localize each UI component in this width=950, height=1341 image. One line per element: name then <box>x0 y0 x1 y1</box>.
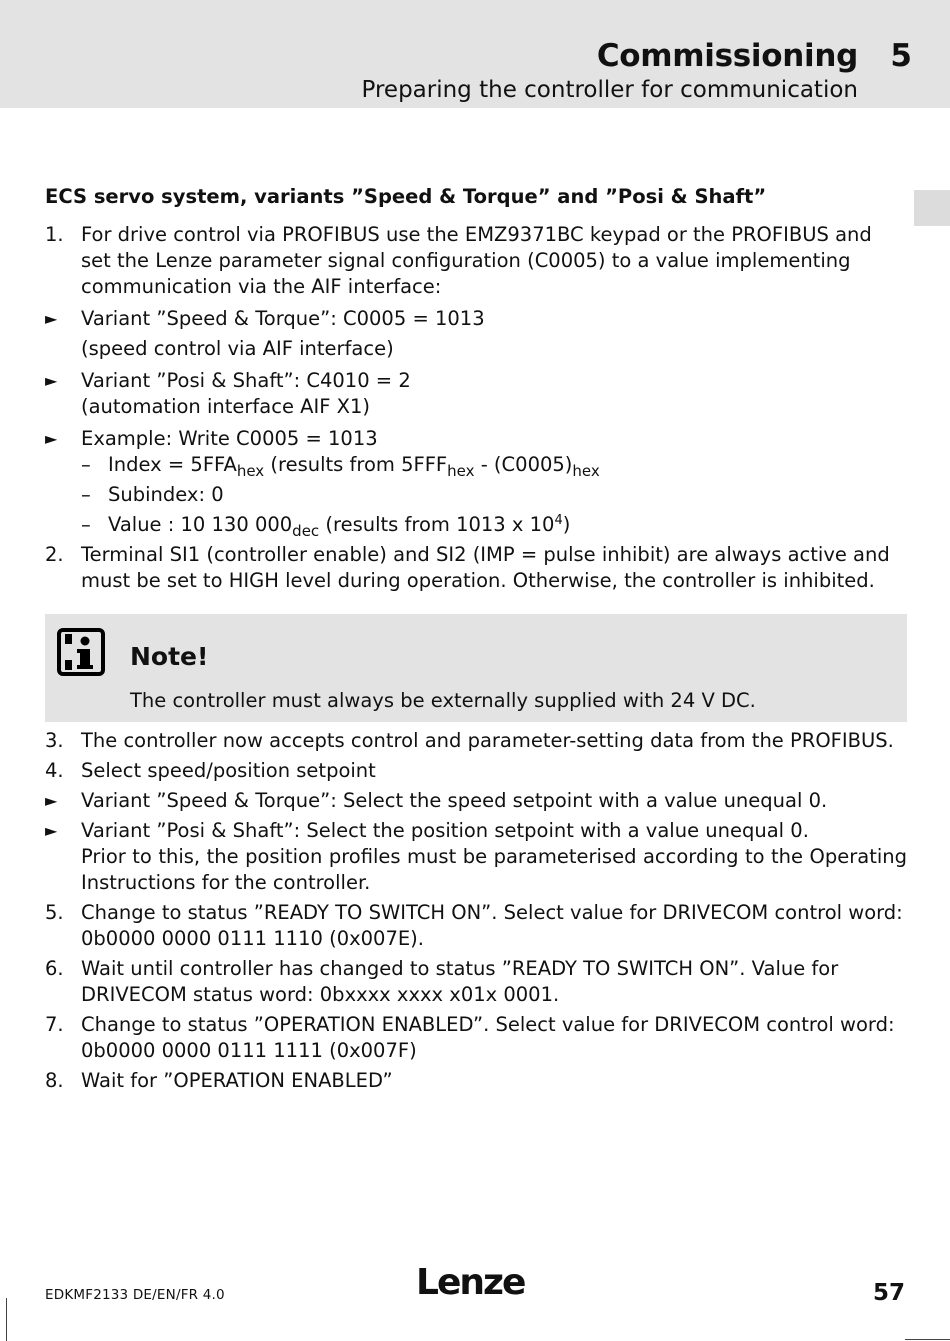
index-text: Index = 5FFA <box>108 453 237 476</box>
step-text: Wait until controller has changed to status ”READY TO SWITCH ON”. Value for DRIVECOM status word: 0bxxxx xxxx x01x 0001. <box>81 957 839 1006</box>
arrow-bullet-icon: ► <box>45 429 58 448</box>
step-5 <box>45 900 907 952</box>
step-text: Change to status ”OPERATION ENABLED”. Select value for DRIVECOM control word: 0b0000 0000 0111 1111 (0x007F) <box>81 1013 895 1062</box>
step-number: 5. <box>45 901 64 924</box>
page-number: 57 <box>872 1280 905 1306</box>
step-1 <box>45 222 907 300</box>
bullet-posi-shaft <box>45 368 907 420</box>
bullet-text: Variant ”Speed & Torque”: Select the speed setpoint with a value unequal 0. <box>81 789 828 812</box>
step-8 <box>45 1068 907 1094</box>
info-icon <box>57 628 105 676</box>
arrow-bullet-icon: ► <box>45 371 58 390</box>
step-text: Change to status ”READY TO SWITCH ON”. Select value for DRIVECOM control word: 0b0000 0000 0111 1110 (0x007E). <box>81 901 903 950</box>
subscript: dec <box>292 522 320 540</box>
bullet-line: (automation interface AIF X1) <box>81 395 371 418</box>
page-content <box>45 184 907 1094</box>
bullet-position-setpoint <box>45 818 907 896</box>
note-title: Note! <box>130 642 209 671</box>
bullet-example <box>45 426 907 452</box>
arrow-bullet-icon: ► <box>45 791 58 810</box>
document-id: EDKMF2133 DE/EN/FR 4.0 <box>45 1287 225 1303</box>
sub-item-value <box>45 512 907 538</box>
chapter-title: Commissioning <box>596 38 858 74</box>
bullet-line: Prior to this, the position profiles must be parameterised according to the Operating Instructions for the controller. <box>81 845 907 894</box>
step-text: Terminal SI1 (controller enable) and SI2 (IMP = pulse inhibit) are always active and must be set to HIGH level during operation. Otherwise, the controller is inhibited. <box>81 543 890 592</box>
bullet-speed-torque <box>45 306 907 362</box>
step-number: 1. <box>45 223 64 246</box>
step-6 <box>45 956 907 1008</box>
value-text: (results from 1013 x 10 <box>319 513 555 536</box>
step-number: 6. <box>45 957 64 980</box>
subindex-text: Subindex: 0 <box>108 483 224 506</box>
step-7 <box>45 1012 907 1064</box>
step-4 <box>45 758 907 784</box>
value-text: ) <box>562 513 571 536</box>
step-2 <box>45 542 907 594</box>
crop-mark <box>905 1339 950 1340</box>
note-box <box>45 614 907 722</box>
bullet-speed-setpoint <box>45 788 907 814</box>
bullet-line: Variant ”Posi & Shaft”: C4010 = 2 <box>81 369 411 392</box>
step-text: Select speed/position setpoint <box>81 759 376 782</box>
note-text: The controller must always be externally supplied with 24 V DC. <box>130 689 756 712</box>
dash-bullet: – <box>81 483 91 506</box>
step-number: 2. <box>45 543 64 566</box>
subscript: hex <box>447 462 475 480</box>
chapter-subtitle: Preparing the controller for communication <box>361 77 858 103</box>
subscript: hex <box>572 462 600 480</box>
step-number: 4. <box>45 759 64 782</box>
dash-bullet: – <box>81 513 91 536</box>
bullet-line: Variant ”Posi & Shaft”: Select the position setpoint with a value unequal 0. <box>81 819 809 842</box>
step-3 <box>45 728 907 754</box>
arrow-bullet-icon: ► <box>45 821 58 840</box>
step-number: 7. <box>45 1013 64 1036</box>
chapter-tab-marker <box>914 190 950 226</box>
step-number: 8. <box>45 1069 64 1092</box>
sub-item-index <box>45 452 907 478</box>
crop-mark <box>6 1298 7 1341</box>
value-text: Value : 10 130 000 <box>108 513 293 536</box>
step-text: For drive control via PROFIBUS use the EMZ9371BC keypad or the PROFIBUS and set the Lenze parameter signal configuration (C0005) to a value implementing communication via the AIF interface: <box>81 223 872 298</box>
superscript: 4 <box>554 513 563 528</box>
subscript: hex <box>236 462 265 480</box>
index-text: - (C0005) <box>474 453 573 476</box>
arrow-bullet-icon: ► <box>45 309 58 328</box>
section-title: ECS servo system, variants ”Speed & Torque” and ”Posi & Shaft” <box>45 185 767 208</box>
chapter-number: 5 <box>890 38 912 74</box>
dash-bullet: – <box>81 453 91 476</box>
index-text: (results from 5FFF <box>264 453 448 476</box>
sub-item-subindex <box>45 482 907 508</box>
bullet-line: Variant ”Speed & Torque”: C0005 = 1013 <box>81 307 485 330</box>
lenze-logo: Lenze <box>416 1262 525 1303</box>
bullet-line: (speed control via AIF interface) <box>81 337 394 360</box>
step-text: Wait for ”OPERATION ENABLED” <box>81 1069 393 1092</box>
bullet-line: Example: Write C0005 = 1013 <box>81 427 378 450</box>
step-text: The controller now accepts control and parameter-setting data from the PROFIBUS. <box>81 729 894 752</box>
step-number: 3. <box>45 729 64 752</box>
